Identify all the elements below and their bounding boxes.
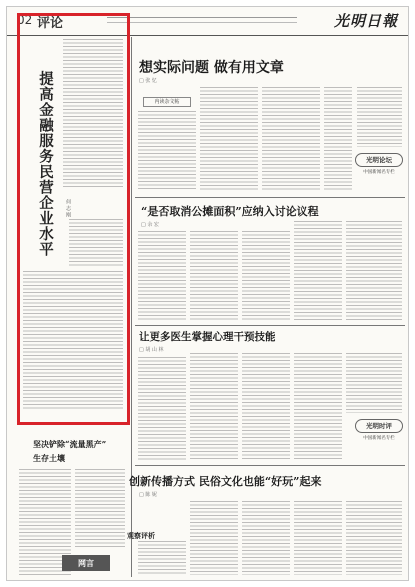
forum-logo-sub: 中国新闻名专栏: [363, 170, 395, 175]
newspaper-page: [6, 6, 409, 581]
article-1-byline: □ 张 忆: [139, 78, 157, 84]
commentary-logo-title: 光明时评: [355, 419, 403, 433]
section-divider-3: [135, 465, 405, 466]
masthead: 光明日報: [333, 12, 398, 30]
article-1-headline: 想实际问题 做有用文章: [139, 60, 284, 76]
article-3-col-1: [138, 357, 186, 461]
left-article-body-bottom: [23, 271, 123, 411]
article-1-col-5: [357, 87, 402, 147]
article-4-col-3: [242, 501, 290, 575]
article-3-col-2: [190, 353, 238, 461]
article-4-tag: 观察评析: [127, 532, 155, 540]
commentary-logo: [355, 419, 403, 443]
left-bottom-headline-1: 坚决铲除“流量黑产”: [33, 439, 107, 449]
article-1-col-3: [262, 87, 320, 191]
article-4-col-5: [346, 501, 402, 575]
article-1-tag: 内读杂文帖: [143, 97, 191, 107]
forum-logo: [355, 153, 403, 177]
article-3-col-5: [346, 353, 402, 413]
article-2-col-5: [346, 221, 402, 321]
forum-logo-title: 光明论坛: [355, 153, 403, 167]
article-4-byline: □ 陈 妮: [139, 492, 157, 498]
article-2-headline: “是否取消公摊面积”应纳入讨论议程: [141, 205, 319, 218]
article-4-col-1: [138, 541, 186, 575]
left-article-author: 何 志 刚: [65, 199, 71, 218]
article-4-headline: 创新传播方式 民俗文化也能“好玩”起来: [129, 475, 322, 488]
wangyan-badge: 网言: [62, 555, 110, 571]
left-bottom-headline-2: 生存土壤: [33, 453, 65, 463]
dateline-rule: [107, 17, 297, 23]
article-2-byline: □ 余 宏: [141, 222, 159, 228]
article-2-col-3: [242, 231, 290, 321]
section-divider-1: [135, 197, 405, 198]
left-article-title: 提高金融服务民营企业水平: [37, 71, 54, 257]
article-1-col-4: [324, 87, 352, 191]
article-3-headline: 让更多医生掌握心理干预技能: [139, 331, 276, 343]
article-4-col-2: [190, 501, 238, 575]
commentary-logo-sub: 中国新闻名专栏: [363, 436, 395, 441]
column-rule: [131, 37, 132, 577]
article-3-col-3: [242, 353, 290, 461]
article-3-col-4: [294, 353, 342, 461]
article-2-col-2: [190, 231, 238, 321]
article-1-col-1: [138, 111, 196, 191]
article-3-byline: □ 胡 山 林: [139, 347, 164, 353]
article-2-col-1: [138, 231, 186, 321]
article-4-col-4: [294, 501, 342, 575]
section-divider-2: [135, 325, 405, 326]
left-bottom-body-2: [75, 469, 125, 549]
article-1-col-2: [200, 87, 258, 191]
left-article-body-mid: [69, 219, 123, 267]
page-number: 02: [17, 13, 33, 27]
section-name: 评论: [37, 16, 64, 31]
left-article-body-top: [63, 39, 123, 189]
article-2-col-4: [294, 221, 342, 321]
